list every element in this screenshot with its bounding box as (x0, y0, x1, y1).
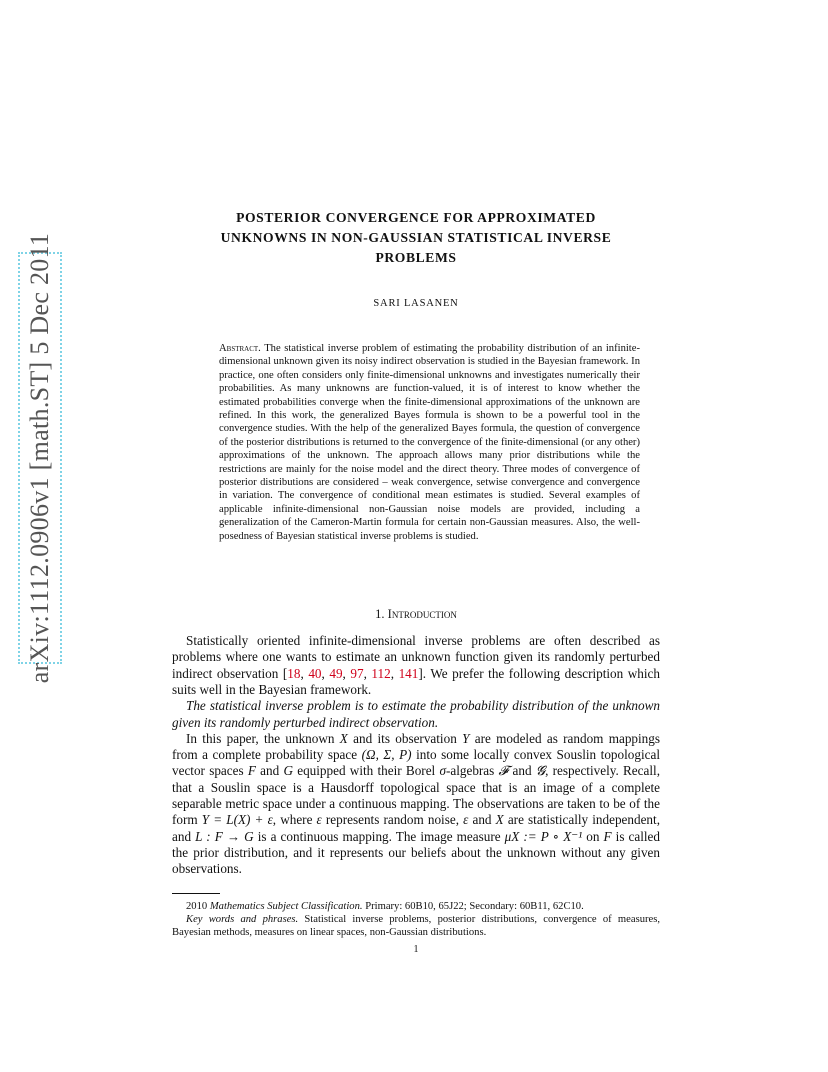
problem-statement: The statistical inverse problem is to estimate the probability distribution of the unknown given its randomly perturbed indirect observation. (172, 698, 660, 730)
abstract-label: Abstract. (219, 343, 261, 354)
text-run: -algebras (445, 763, 499, 779)
text-run: is a continuous mapping. The image measure (253, 828, 505, 844)
text-run: and (508, 763, 536, 779)
arxiv-identifier: arXiv:1112.0906v1 [math.ST] 5 Dec 2011 (25, 232, 54, 684)
abstract-text: The statistical inverse problem of estimating the probability distribution of an infinite-dimensional unknown given its noisy indirect observation is studied in the Bayesian framework. In practice, one often considers only finite-dimensional unknowns and investigates numerically their probabilities. As many unknowns are function-valued, it is of interest to know whether the estimated probabilities converge when the finite-dimensional approximations of the unknown are refined. In this work, the generalized Bayes formula is shown to be a powerful tool in the convergence studies. With the help of the generalized Bayes formula, the question of convergence of the posterior distributions is returned to the convergence of the finite-dimensional (or any other) approximations of the unknown. The approach allows many prior distributions while the restrictions are mainly for the noise model and the direct theory. Three modes of convergence of posterior distributions are considered – weak convergence, setwise convergence and convergence in variation. The convergence of conditional mean estimates is studied. Several examples of applicable infinite-dimensional non-Gaussian noise models are provided, including a generalization of the Cameron-Martin formula for certain non-Gaussian measures. Also, the well-posedness of Bayesian statistical inverse problems is studied. (219, 343, 640, 542)
text-run: are statistically independent, and (172, 812, 660, 844)
text-run: is called the prior distribution, and it represents our beliefs about the unknown without any given observations. (172, 828, 661, 877)
paragraph-1-text-end: ]. We prefer the following description which suits well in the Bayesian framework. (172, 665, 661, 697)
citation-link[interactable]: 49 (329, 665, 343, 681)
section-number: 1. (375, 607, 385, 622)
math-var: ε (463, 812, 469, 828)
citation-link[interactable]: 40 (308, 665, 322, 681)
footnote-keywords (172, 913, 660, 939)
footnote-label: Key words and phrases. (186, 913, 299, 925)
paper-title (172, 208, 660, 268)
math-var: F (247, 763, 256, 779)
footnote-text: Statistical inverse problems, posterior distributions, convergence of measures, Bayesian methods, measures on linear spaces, non-Gaussian distributions. (172, 913, 660, 938)
section-heading (172, 607, 660, 622)
footnote-label: Mathematics Subject Classification. (209, 900, 363, 912)
text-run: on (582, 828, 604, 844)
arxiv-stamp (18, 232, 62, 684)
footnote-text: Primary: 60B10, 65J22; Secondary: 60B11, 62C10. (362, 900, 584, 912)
math-var: F (603, 828, 612, 844)
text-run: are modeled as random mappings from a complete probability space (172, 730, 660, 763)
page-content (172, 208, 660, 955)
footnote-msc (172, 900, 660, 913)
math-expr: Y = L(X) + ε (201, 812, 273, 828)
footnote-divider (172, 893, 220, 894)
text-run: and its observation (347, 730, 463, 746)
text-run: equipped with their Borel (292, 763, 440, 779)
math-var: G (283, 763, 293, 779)
text-run: and (468, 812, 496, 828)
citation-link[interactable]: 18 (287, 665, 301, 681)
math-expr: (Ω, Σ, P) (361, 747, 412, 763)
footnote-text: 2010 (186, 900, 210, 912)
title-line-2: UNKNOWNS IN NON-GAUSSIAN STATISTICAL INVERSE (220, 230, 612, 245)
footnotes (172, 900, 660, 940)
page-number: 1 (413, 944, 419, 956)
paragraph-1-text: Statistically oriented infinite-dimensional inverse problems are often described as problems where one wants to estimate an unknown function given its randomly perturbed indirect observation [ (172, 633, 660, 681)
author: SARI LASANEN (373, 298, 459, 309)
text-run: In this paper, the unknown (186, 730, 340, 746)
math-var: 𝓖 (535, 763, 546, 779)
citation-link[interactable]: 112 (371, 665, 391, 681)
paragraph-1: Statistically oriented infinite-dimensional inverse problems are often described as problems where one wants to estimate an unknown function given its randomly perturbed indirect observation [18, 40, 49, 97, 112, 141]. We prefer the following description which suits well in the Bayesian framework. (172, 633, 661, 697)
math-var: X (339, 730, 348, 746)
math-var: 𝓕 (498, 763, 509, 779)
math-var: Y (462, 730, 470, 746)
math-var: ε (316, 812, 322, 828)
paragraph-3 (172, 731, 660, 878)
title-line-3: PROBLEMS (375, 250, 457, 265)
text-run: , where (272, 812, 317, 828)
abstract (219, 342, 640, 543)
text-run: into some locally convex Souslin topological vector spaces (172, 747, 660, 779)
citation-link[interactable]: 97 (350, 665, 364, 681)
introduction-body (172, 633, 660, 877)
text-run: represents random noise, (321, 812, 464, 828)
math-var: σ (439, 763, 446, 779)
math-expr: μX := P ∘ X⁻¹ (504, 828, 583, 844)
math-expr: L : F → G (195, 828, 254, 844)
paragraph-2 (172, 698, 660, 731)
citation-link[interactable]: 141 (398, 665, 419, 681)
text-run: and (255, 763, 284, 779)
title-line-1: POSTERIOR CONVERGENCE FOR APPROXIMATED (236, 210, 596, 225)
text-run: , respectively. Recall, that a Souslin space is a Hausdorff topological space that is an image of a complete separable metric space under a continuous mapping. The observations are taken to be of the form (172, 763, 660, 828)
section-title: Introduction (387, 607, 457, 622)
math-var: X (495, 812, 504, 828)
